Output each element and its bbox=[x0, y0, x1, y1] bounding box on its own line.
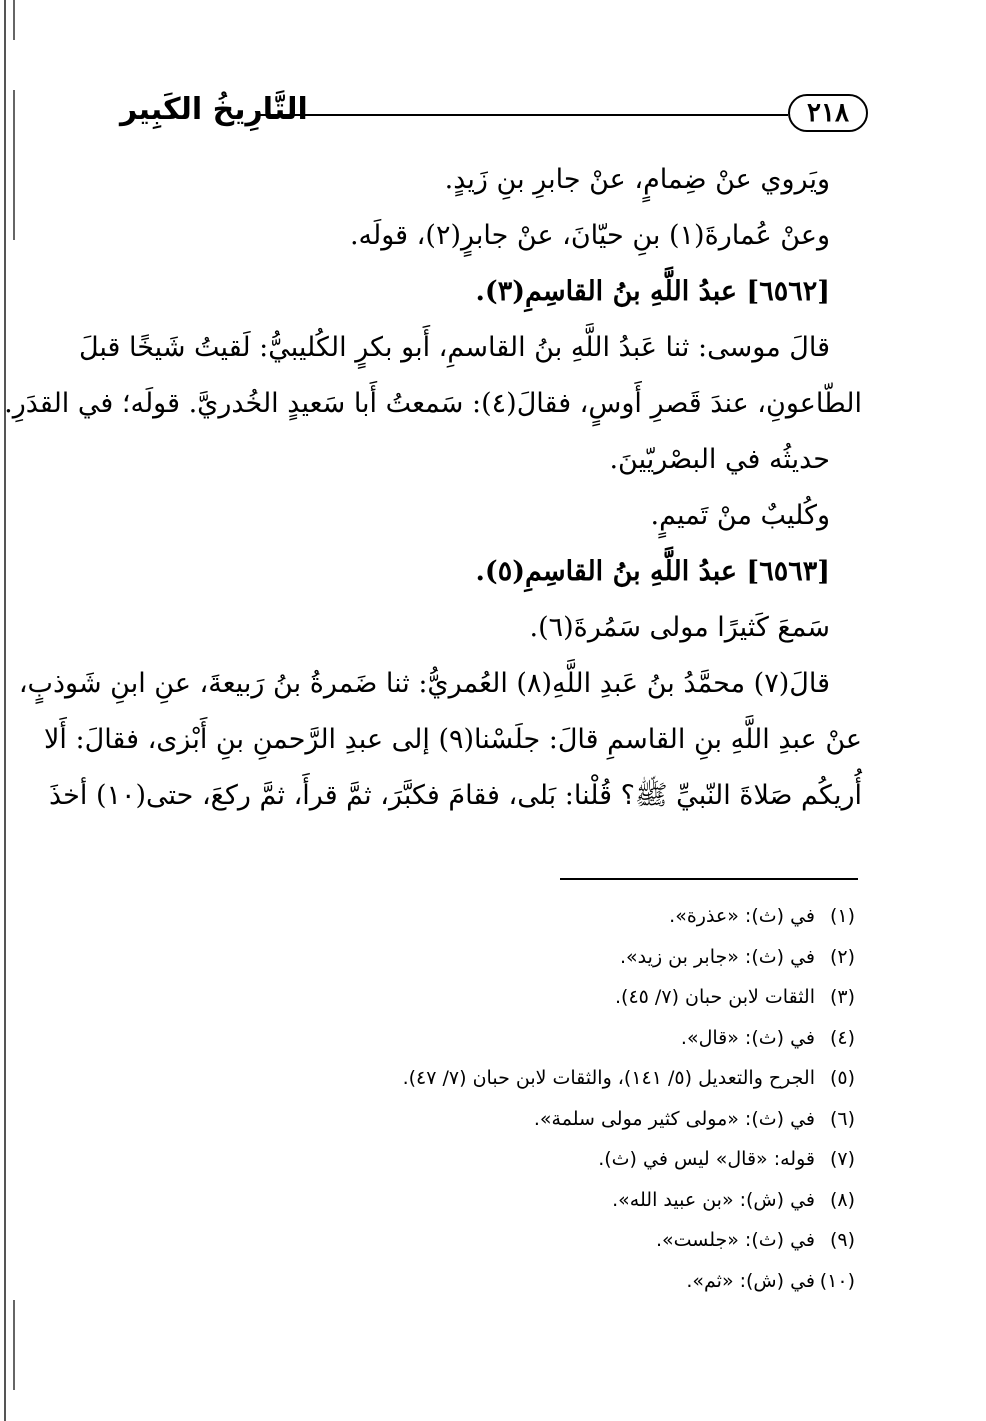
footnote-text: في (ش): «ثم». bbox=[686, 1269, 815, 1292]
header-rule bbox=[260, 114, 788, 116]
text-line: أُريكُم صَلاةَ النّبيِّ ﷺ؟ قُلْنا: بَلى، فقامَ فكبَّرَ، ثمَّ قرأَ، ثمَّ ركعَ، حتى(١٠) أخذَ bbox=[49, 780, 862, 811]
footnote-number: (٧) bbox=[829, 1148, 855, 1170]
text-line: عنْ عبدِ اللَّهِ بنِ القاسمِ قالَ: جلَسْنا(٩) إلى عبدِ الرَّحمنِ بنِ أَبْزى، فقالَ: أَلا bbox=[44, 724, 862, 755]
entry-heading: [٦٥٦٣] عبدُ اللَّهِ بنُ القاسِمِ(٥). bbox=[475, 556, 830, 587]
footnote-separator bbox=[560, 878, 858, 880]
footnote-number: (١) bbox=[829, 905, 855, 927]
footnote-text: في (ث): «قال». bbox=[680, 1026, 815, 1049]
footnote-text: في (ث): «مولى كثير مولى سلمة». bbox=[533, 1107, 815, 1130]
footnotes bbox=[300, 896, 855, 1301]
footnote-text: في (ث): «جلست». bbox=[655, 1229, 815, 1251]
text-line: الطّاعونِ، عندَ قَصرِ أَوسٍ، فقالَ(٤): سَمعتُ أَبا سَعيدٍ الخُدريَّ. قولَه؛ في القدَرِ. bbox=[4, 388, 862, 419]
footnote-item bbox=[300, 1018, 855, 1059]
footnote-item bbox=[300, 1180, 855, 1221]
footnote-text: الجرح والتعديل (٥/ ١٤١)، والثقات لابن حبان (٧/ ٤٧). bbox=[402, 1067, 815, 1089]
footnote-item bbox=[300, 896, 855, 937]
page-header bbox=[120, 92, 868, 140]
footnote-number: (٣) bbox=[829, 986, 855, 1008]
text-line: حديثُه في البصْريّينَ. bbox=[609, 444, 830, 475]
footnote-item bbox=[300, 1139, 855, 1180]
footnote-number: (١٠) bbox=[819, 1269, 855, 1292]
scan-edge-mark bbox=[13, 1300, 15, 1390]
footnote-number: (٢) bbox=[829, 945, 855, 968]
text-line: ويَروي عنْ ضِمامٍ، عنْ جابرِ بنِ زَيدٍ. bbox=[444, 164, 830, 195]
footnote-text: في (ش): «بن عبيد الله». bbox=[612, 1188, 815, 1211]
footnote-item bbox=[300, 1099, 855, 1140]
scan-edge-mark bbox=[13, 90, 15, 240]
entry-heading: [٦٥٦٢] عبدُ اللَّهِ بنُ القاسِمِ(٣). bbox=[475, 276, 830, 307]
footnote-text: في (ث): «جابر بن زيد». bbox=[620, 945, 815, 968]
text-line: وكُليبٌ منْ تَميمٍ. bbox=[650, 500, 830, 531]
scan-edge-line bbox=[4, 0, 6, 1421]
footnote-item bbox=[300, 937, 855, 978]
footnote-item bbox=[300, 1058, 855, 1099]
footnote-number: (٩) bbox=[829, 1229, 855, 1251]
scan-edge-mark bbox=[13, 0, 15, 40]
page-number: ٢١٨ bbox=[788, 94, 868, 132]
text-line: قالَ موسى: ثنا عَبدُ اللَّهِ بنُ القاسمِ، أَبو بكرٍ الكُليبيُّ: لَقيتُ شَيخًا قبلَ bbox=[78, 332, 830, 363]
footnote-number: (٦) bbox=[829, 1107, 855, 1130]
footnote-number: (٤) bbox=[829, 1026, 855, 1049]
footnote-text: في (ث): «عذرة». bbox=[669, 905, 815, 927]
text-line: قالَ(٧) محمَّدُ بنُ عَبدِ اللَّهِ(٨) العُمريُّ: ثنا ضَمرةُ بنُ رَبيعةَ، عنِ ابنِ شَوذبٍ، bbox=[18, 668, 830, 699]
footnote-text: الثقات لابن حبان (٧/ ٤٥). bbox=[615, 986, 815, 1008]
text-line: سَمعَ كَثيرًا مولى سَمُرةَ(٦). bbox=[529, 612, 830, 643]
running-title: التَّارِيخُ الكَبِير bbox=[120, 92, 308, 127]
footnote-item bbox=[300, 1261, 855, 1302]
text-line: وعنْ عُمارةَ(١) بنِ حيّانَ، عنْ جابرٍ(٢)، قولَه. bbox=[349, 220, 830, 251]
footnote-number: (٥) bbox=[829, 1067, 855, 1089]
footnote-item bbox=[300, 977, 855, 1018]
main-text bbox=[4, 152, 862, 824]
footnote-number: (٨) bbox=[829, 1188, 855, 1211]
footnote-text: قوله: «قال» ليس في (ث). bbox=[598, 1148, 815, 1170]
footnote-item bbox=[300, 1220, 855, 1261]
